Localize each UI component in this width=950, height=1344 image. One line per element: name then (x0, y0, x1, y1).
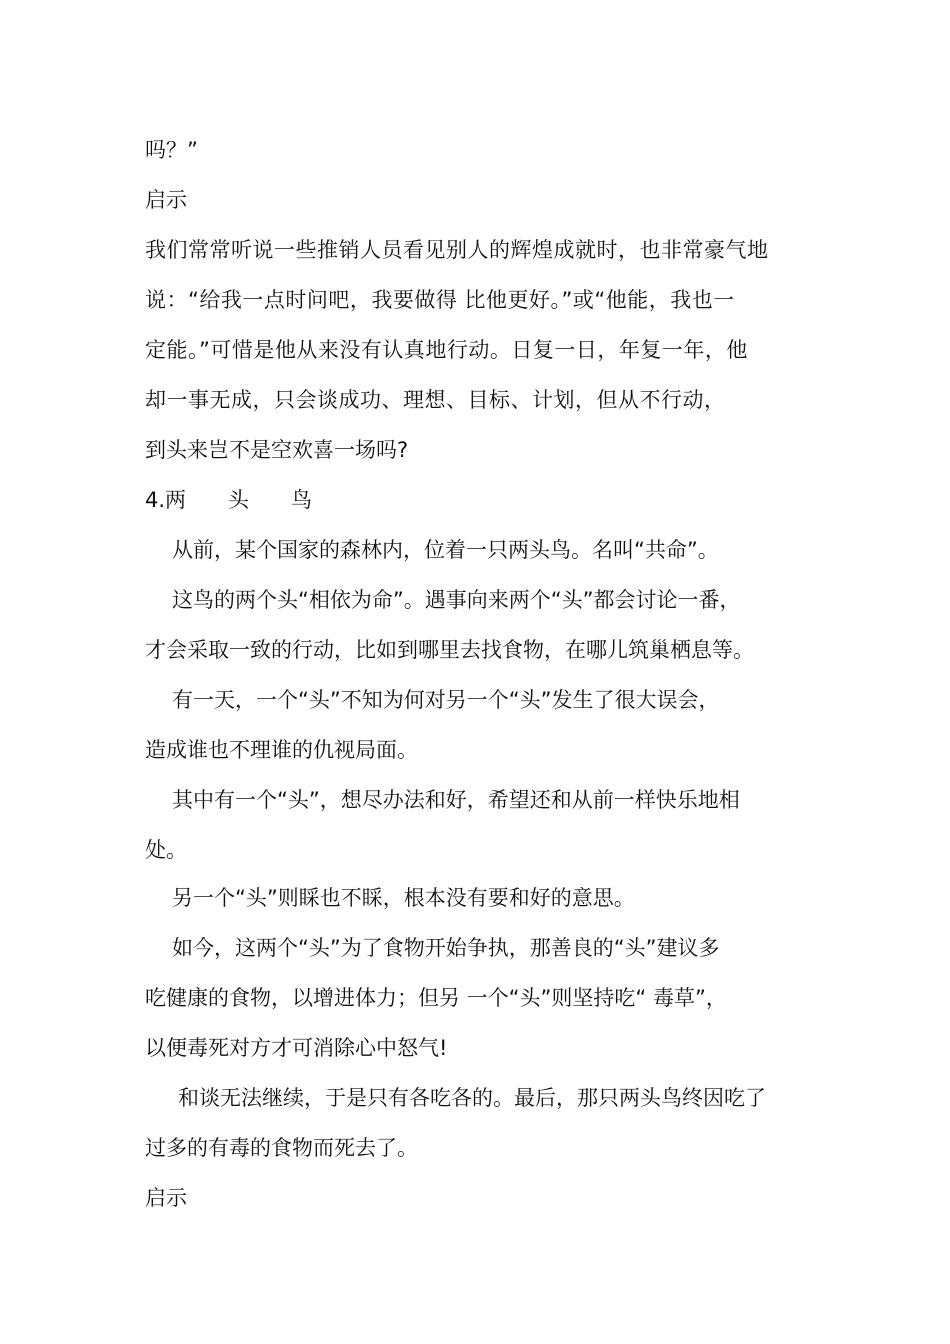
text-line: 吗？” (145, 138, 198, 162)
text-line: 我们常常听说一些推销人员看见别人的辉煌成就时，也非常豪气地 (145, 238, 769, 262)
section-heading-inspiration: 启示 (145, 188, 187, 212)
text-line: 这鸟的两个头“相依为命”。遇事向来两个“头”都会讨论一番， (172, 588, 741, 612)
text-line: 定能。”可惜是他从来没有认真地行动。日复一日，年复一年，他 (145, 338, 748, 362)
text-line: 如今，这两个“头”为了食物开始争执，那善良的“头”建议多 (172, 936, 720, 960)
text-line: 到头来岂不是空欢喜一场吗? (145, 438, 409, 462)
section-heading-inspiration: 启示 (145, 1186, 187, 1210)
text-line: 从前，某个国家的森林内，位着一只两头鸟。名叫“共命”。 (172, 538, 719, 562)
text-line: 造成谁也不理谁的仇视局面。 (145, 738, 418, 762)
text-line: 另一个“头”则睬也不睬，根本没有要和好的意思。 (172, 886, 635, 910)
text-line: 处。 (145, 838, 187, 862)
story-title: 4.两 头 鸟 (145, 488, 313, 512)
text-line: 却一事无成，只会谈成功、理想、目标、计划，但从不行动， (145, 388, 726, 412)
text-line: 以便毒死对方才可消除心中怒气! (145, 1036, 448, 1060)
text-line: 才会采取一致的行动，比如到哪里去找食物，在哪儿筑巢栖息等。 (145, 638, 754, 662)
text-line: 过多的有毒的食物而死去了。 (145, 1136, 418, 1160)
text-line: 和谈无法继续，于是只有各吃各的。最后，那只两头鸟终因吃了 (178, 1086, 766, 1110)
text-line: 说：“给我一点时问吧，我要做得 比他更好。”或“他能，我也一 (145, 288, 735, 312)
text-line: 其中有一个“头”，想尽办法和好，希望还和从前一样快乐地相 (172, 788, 740, 812)
text-line: 吃健康的食物，以增进体力；但另 一个“头”则坚持吃“ 毒草”， (145, 986, 727, 1010)
text-line: 有一天，一个“头”不知为何对另一个“头”发生了很大误会， (172, 688, 720, 712)
